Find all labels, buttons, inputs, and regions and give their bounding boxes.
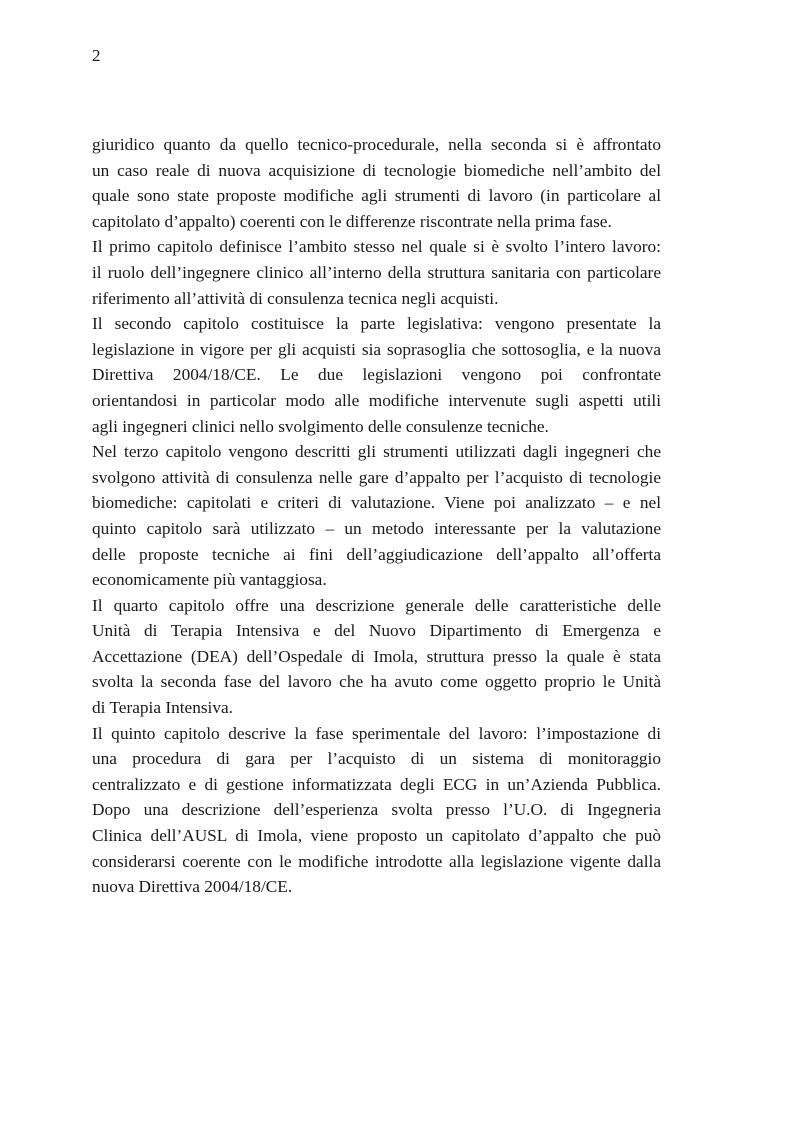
text-line: giuridico quanto da quello tecnico-procedurale, nella seconda si è affrontato: [92, 135, 661, 154]
text-line: di Terapia Intensiva.: [92, 698, 233, 718]
text-line: Dopo una descrizione dell’esperienza svolta presso l’U.O. di Ingegneria: [92, 800, 661, 820]
text-line: Accettazione (DEA) dell’Ospedale di Imola, struttura presso la quale è stata: [92, 646, 661, 666]
text-line: biomediche: capitolati e criteri di valutazione. Viene poi analizzato – e nel: [92, 493, 661, 513]
paragraph-1: [92, 132, 661, 234]
text-line: nuova Direttiva 2004/18/CE.: [92, 877, 293, 897]
paragraph-5: [92, 593, 661, 721]
text-line: una procedura di gara per l’acquisto di un sistema di monitoraggio: [92, 749, 661, 769]
text-line: un caso reale di nuova acquisizione di tecnologie biomediche nell’ambito del: [92, 160, 661, 180]
text-line: orientandosi in particolar modo alle modifiche intervenute sugli aspetti utili: [92, 390, 661, 410]
text-line: quinto capitolo sarà utilizzato – un metodo interessante per la valutazione: [92, 518, 661, 538]
text-line: Il quarto capitolo offre una descrizione generale delle caratteristiche delle: [92, 595, 661, 615]
text-line: legislazione in vigore per gli acquisti sia soprasoglia che sottosoglia, e la nuova: [92, 339, 661, 359]
paragraph-3: [92, 311, 661, 439]
text-line: centralizzato e di gestione informatizzata degli ECG in un’Azienda Pubblica.: [92, 774, 661, 794]
text-line: Il quinto capitolo descrive la fase sperimentale del lavoro: l’impostazione di: [92, 723, 661, 743]
body-text: [92, 132, 661, 900]
text-line: Unità di Terapia Intensiva e del Nuovo Dipartimento di Emergenza e: [92, 621, 661, 641]
text-line: considerarsi coerente con le modifiche introdotte alla legislazione vigente dalla: [92, 851, 661, 871]
text-line: economicamente più vantaggiosa.: [92, 570, 327, 590]
text-line: Direttiva 2004/18/CE. Le due legislazioni vengono poi confrontate: [92, 365, 661, 385]
page-number: 2: [92, 46, 101, 65]
text-line: Clinica dell’AUSL di Imola, viene proposto un capitolato d’appalto che può: [92, 826, 661, 846]
text-line: riferimento all’attività di consulenza tecnica negli acquisti.: [92, 288, 499, 308]
text-line: Il secondo capitolo costituisce la parte legislativa: vengono presentate la: [92, 314, 661, 334]
text-line: Il primo capitolo definisce l’ambito stesso nel quale si è svolto l’intero lavoro:: [92, 237, 661, 257]
paragraph-2: [92, 234, 661, 311]
text-line: quale sono state proposte modifiche agli strumenti di lavoro (in particolare al: [92, 186, 661, 206]
text-line: svolta la seconda fase del lavoro che ha avuto come oggetto proprio le Unità: [92, 672, 661, 692]
paragraph-4: [92, 439, 661, 593]
text-line: agli ingegneri clinici nello svolgimento delle consulenze tecniche.: [92, 416, 549, 436]
paragraph-6: [92, 721, 661, 900]
text-line: il ruolo dell’ingegnere clinico all’interno della struttura sanitaria con particolare: [92, 262, 661, 282]
text-line: svolgono attività di consulenza nelle gare d’appalto per l’acquisto di tecnologie: [92, 467, 661, 487]
text-line: delle proposte tecniche ai fini dell’aggiudicazione dell’appalto all’offerta: [92, 544, 661, 564]
text-line: Nel terzo capitolo vengono descritti gli strumenti utilizzati dagli ingegneri che: [92, 442, 661, 462]
text-line: capitolato d’appalto) coerenti con le differenze riscontrate nella prima fase.: [92, 211, 612, 231]
